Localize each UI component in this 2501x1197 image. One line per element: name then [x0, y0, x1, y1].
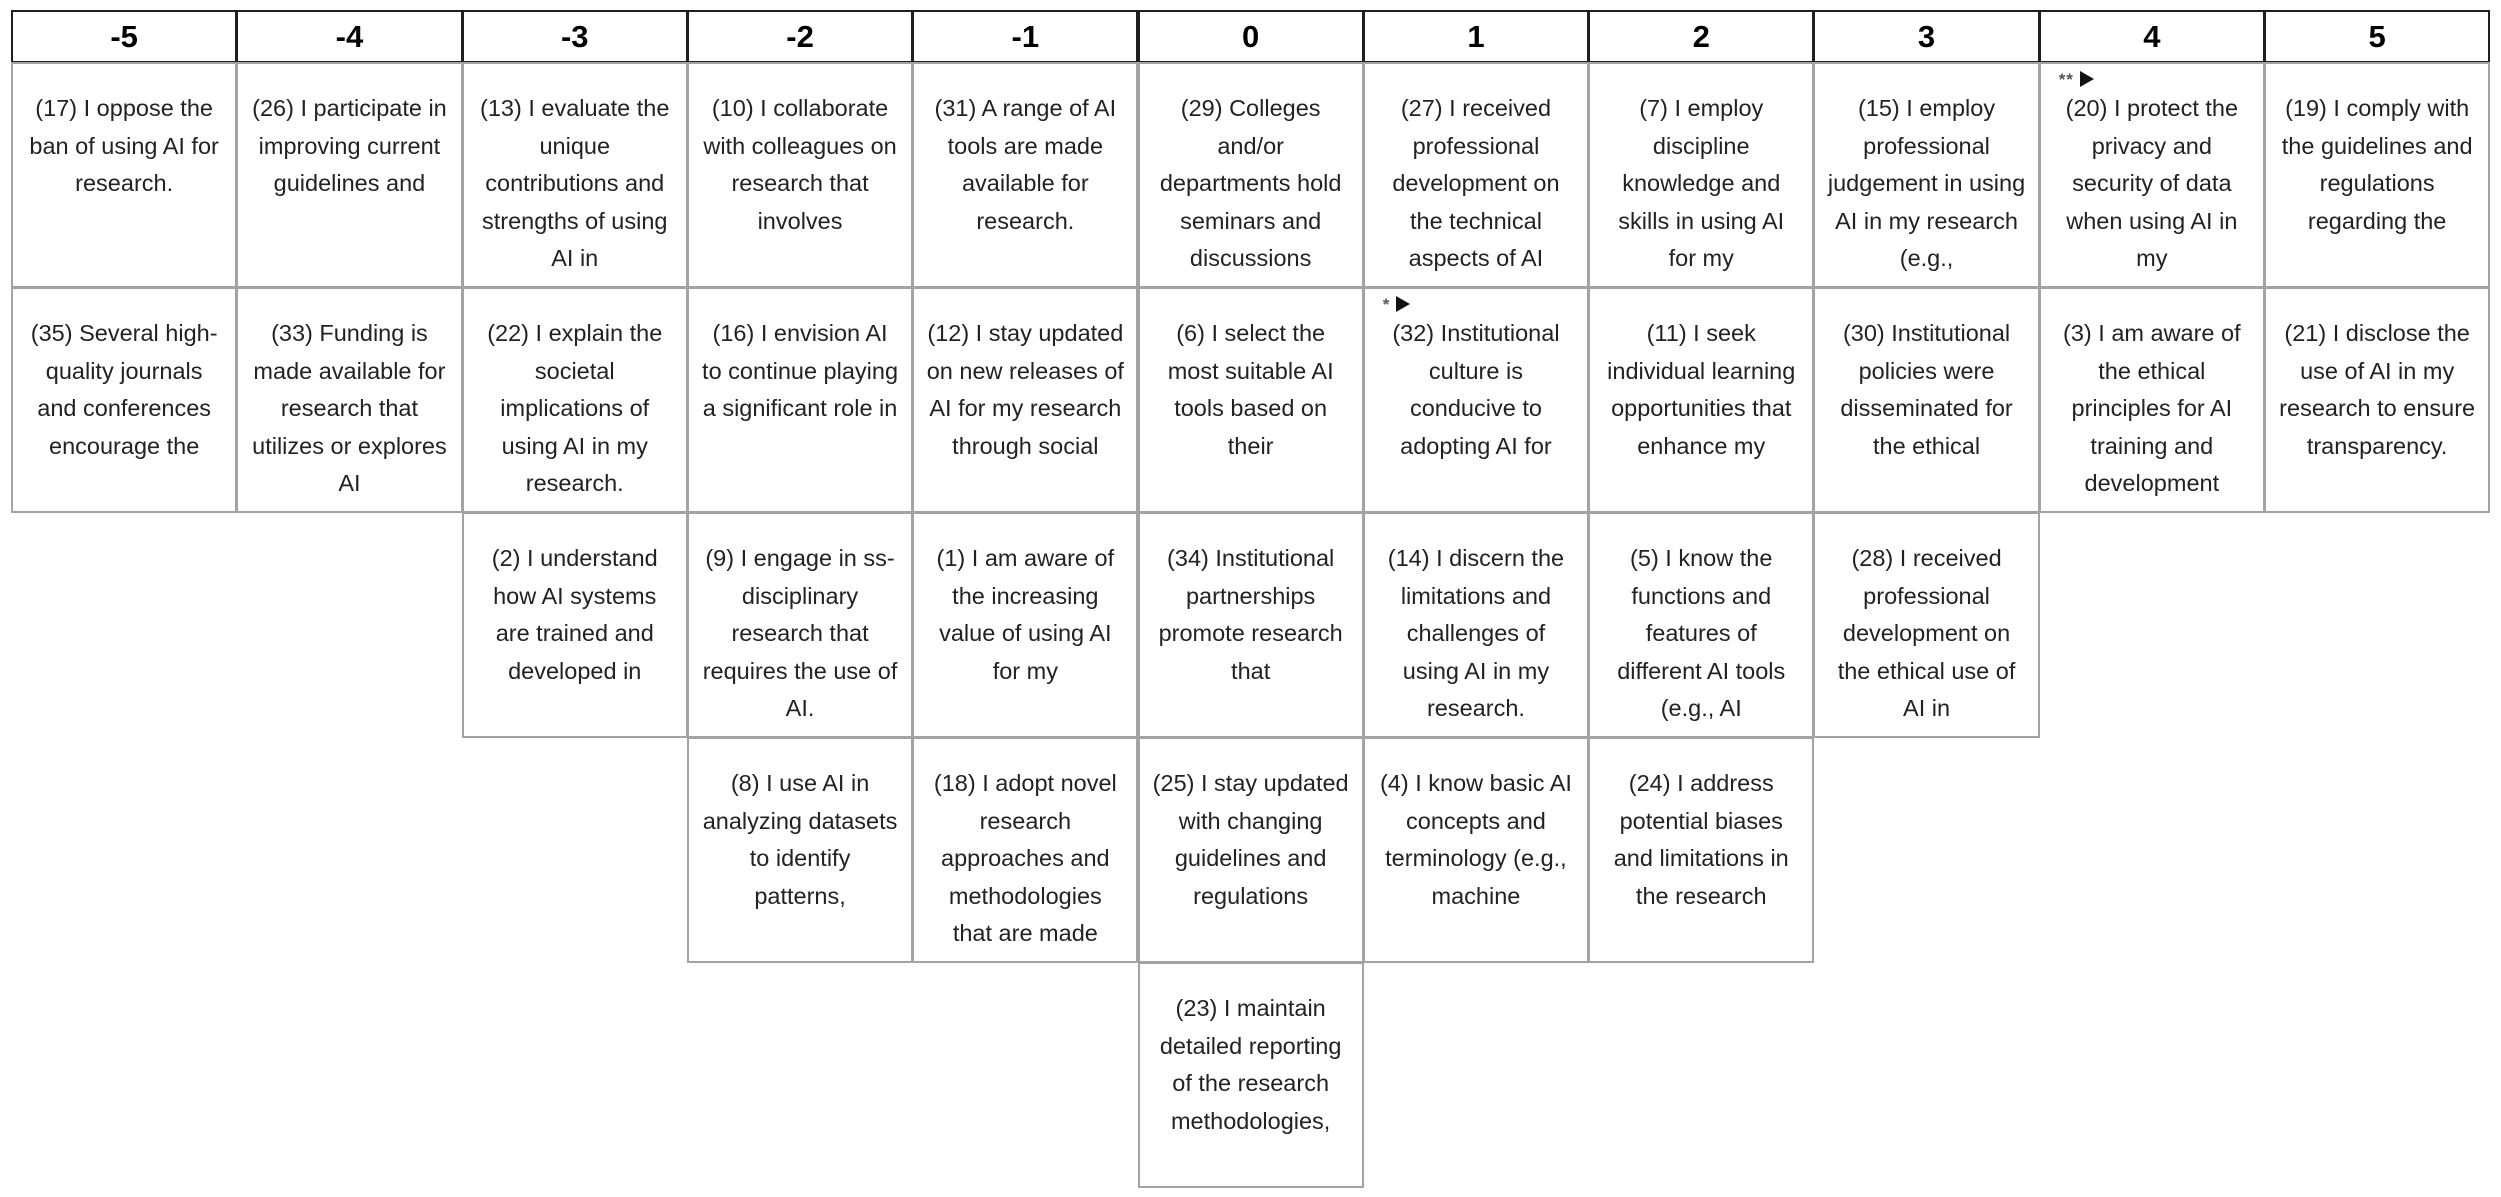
statement-text: (29) Colleges and/or departments hold seminars and discussions — [1159, 95, 1342, 271]
statement-card[interactable] — [1588, 512, 1814, 738]
statement-text: (6) I select the most suitable AI tools based on their — [1167, 320, 1334, 459]
statement-text: (12) I stay updated on new releases of AI for my research through social — [926, 320, 1124, 459]
statement-text: (19) I comply with the guidelines and regulations regarding the — [2281, 95, 2473, 234]
column-header: -1 — [912, 10, 1138, 63]
play-triangle-icon — [2079, 70, 2095, 88]
statement-text: (9) I engage in ss-disciplinary research that requires the use of AI. — [702, 545, 898, 721]
column-header: -4 — [236, 10, 462, 63]
statement-card[interactable] — [462, 512, 688, 738]
statement-text: (27) I received professional development on the technical aspects of AI — [1392, 95, 1560, 271]
column-header: 4 — [2039, 10, 2265, 63]
statement-text: (24) I address potential biases and limitations in the research — [1613, 770, 1789, 909]
statement-card[interactable] — [687, 62, 913, 288]
statement-card[interactable] — [1588, 62, 1814, 288]
statement-card[interactable] — [687, 512, 913, 738]
column-header: 3 — [1813, 10, 2039, 63]
statement-text: (21) I disclose the use of AI in my research to ensure transparency. — [2279, 320, 2476, 459]
statement-card[interactable] — [236, 62, 462, 288]
statement-text: (17) I oppose the ban of using AI for research. — [29, 95, 219, 196]
statement-text: (8) I use AI in analyzing datasets to identify patterns, — [702, 770, 898, 909]
statement-card[interactable] — [236, 287, 462, 513]
statement-card[interactable] — [1138, 287, 1364, 513]
statement-card[interactable] — [2039, 62, 2265, 288]
column-header: -3 — [462, 10, 688, 63]
statement-text: (7) I employ discipline knowledge and skills in using AI for my — [1618, 95, 1785, 271]
statement-text: (23) I maintain detailed reporting of the research methodologies, — [1159, 995, 1342, 1134]
statement-card[interactable] — [1138, 962, 1364, 1188]
statement-card[interactable] — [687, 737, 913, 963]
statement-text: (5) I know the functions and features of different AI tools (e.g., AI — [1617, 545, 1786, 721]
play-triangle-icon — [1395, 295, 1411, 313]
statement-card[interactable] — [1813, 512, 2039, 738]
statement-text: (14) I discern the limitations and challenges of using AI in my research. — [1387, 545, 1565, 721]
statement-text: (3) I am aware of the ethical principles for AI training and development — [2063, 320, 2241, 496]
column-header: -2 — [687, 10, 913, 63]
column-header: 0 — [1138, 10, 1364, 63]
statement-card[interactable] — [462, 287, 688, 513]
statement-card[interactable] — [2264, 62, 2490, 288]
statement-card[interactable] — [1363, 737, 1589, 963]
statement-text: (25) I stay updated with changing guidelines and regulations — [1152, 770, 1349, 909]
statement-text: (28) I received professional development on the ethical use of AI in — [1837, 545, 2016, 721]
statement-card[interactable] — [912, 737, 1138, 963]
statement-card[interactable] — [1363, 287, 1589, 513]
statement-text: (20) I protect the privacy and security of data when using AI in my — [2065, 95, 2239, 271]
statement-text: (4) I know basic AI concepts and terminology (e.g., machine — [1379, 770, 1572, 909]
q-sort-grid — [12, 10, 2490, 1190]
statement-card[interactable] — [2264, 287, 2490, 513]
statement-card[interactable] — [912, 287, 1138, 513]
statement-text: (16) I envision AI to continue playing a significant role in — [702, 320, 899, 421]
statement-text: (22) I explain the societal implications of using AI in my research. — [487, 320, 663, 496]
statement-card[interactable] — [1138, 737, 1364, 963]
statement-text: (32) Institutional culture is conducive to adopting AI for — [1392, 320, 1560, 459]
statement-card[interactable] — [11, 62, 237, 288]
column-header: 5 — [2264, 10, 2490, 63]
statement-text: (33) Funding is made available for research that utilizes or explores AI — [252, 320, 447, 496]
statement-card[interactable] — [912, 62, 1138, 288]
statement-card[interactable] — [1588, 737, 1814, 963]
column-header: -5 — [11, 10, 237, 63]
statement-text: (1) I am aware of the increasing value of using AI for my — [936, 545, 1115, 684]
statement-text: (26) I participate in improving current guidelines and — [252, 95, 447, 196]
statement-card[interactable] — [1138, 512, 1364, 738]
statement-card[interactable] — [687, 287, 913, 513]
statement-card[interactable] — [1813, 62, 2039, 288]
statement-card[interactable] — [1813, 287, 2039, 513]
note-asterisks: * — [1382, 294, 1391, 314]
statement-card[interactable] — [462, 62, 688, 288]
statement-card[interactable] — [1363, 512, 1589, 738]
statement-text: (2) I understand how AI systems are trained and developed in — [491, 545, 658, 684]
statement-card[interactable] — [912, 512, 1138, 738]
column-header: 2 — [1588, 10, 1814, 63]
statement-card[interactable] — [2039, 287, 2265, 513]
statement-text: (18) I adopt novel research approaches and methodologies that are made — [933, 770, 1117, 946]
statement-card[interactable] — [1588, 287, 1814, 513]
statement-text: (11) I seek individual learning opportunities that enhance my — [1607, 320, 1796, 459]
note-asterisks: ** — [2058, 69, 2074, 89]
statement-text: (31) A range of AI tools are made available for research. — [934, 95, 1117, 234]
statement-card[interactable] — [1363, 62, 1589, 288]
statement-text: (34) Institutional partnerships promote research that — [1158, 545, 1343, 684]
statement-text: (35) Several high-quality journals and conferences encourage the — [30, 320, 218, 459]
statement-text: (10) I collaborate with colleagues on research that involves — [703, 95, 897, 234]
note-marker[interactable] — [1383, 293, 1412, 315]
statement-card[interactable] — [1138, 62, 1364, 288]
column-header: 1 — [1363, 10, 1589, 63]
note-marker[interactable] — [2059, 68, 2095, 90]
statement-text: (30) Institutional policies were disseminated for the ethical — [1840, 320, 2013, 459]
statement-card[interactable] — [11, 287, 237, 513]
statement-text: (15) I employ professional judgement in using AI in my research (e.g., — [1827, 95, 2026, 271]
statement-text: (13) I evaluate the unique contributions and strengths of using AI in — [480, 95, 670, 271]
